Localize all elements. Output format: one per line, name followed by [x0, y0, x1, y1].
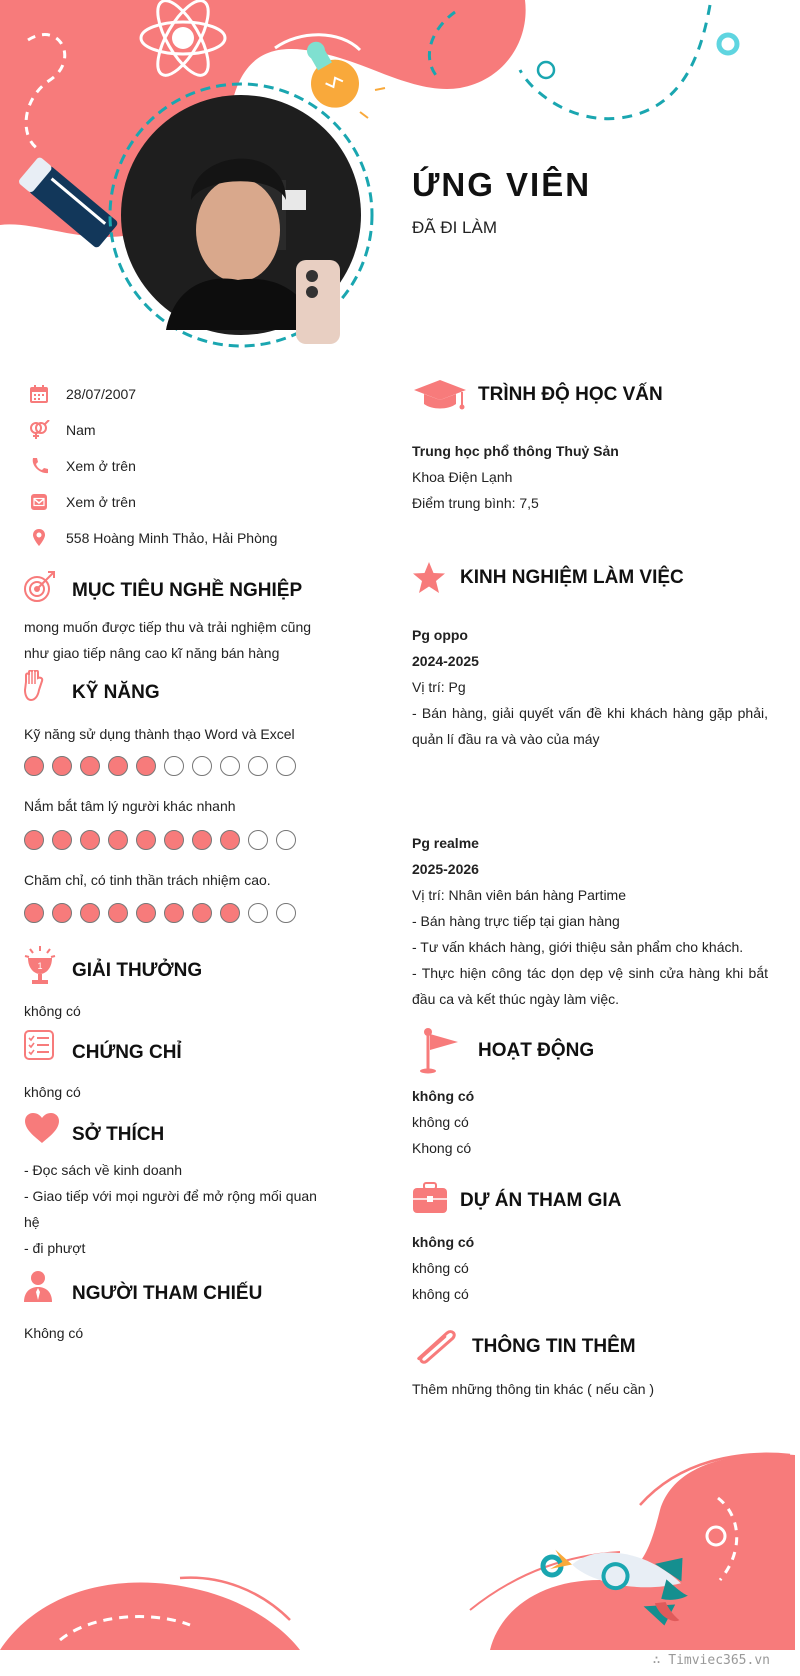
objective-text — [24, 614, 311, 666]
job-entry — [412, 622, 768, 752]
activity-item: không có — [412, 1088, 475, 1104]
rating-dot-filled — [108, 756, 128, 776]
target-icon — [22, 570, 56, 609]
job-period: 2024-2025 — [412, 653, 479, 669]
hobbies-list — [24, 1157, 317, 1261]
rating-dot-filled — [80, 903, 100, 923]
hand-icon — [22, 670, 48, 709]
rating-dot-filled — [108, 830, 128, 850]
major: Khoa Điện Lạnh — [412, 469, 513, 485]
rating-dot-filled — [52, 830, 72, 850]
footer-decoration — [0, 1440, 800, 1676]
rating-dot-filled — [24, 756, 44, 776]
flag-icon — [418, 1028, 460, 1079]
job-description: - Thực hiện công tác dọn dẹp vệ sinh cửa hàng khi bắt đầu ca và kết thúc ngày làm việc. — [412, 965, 768, 1007]
rating-dot-filled — [80, 830, 100, 850]
rating-dot-filled — [220, 903, 240, 923]
rating-dot-filled — [220, 830, 240, 850]
rating-dot-filled — [136, 756, 156, 776]
school-name: Trung học phổ thông Thuỷ Sản — [412, 443, 619, 459]
candidate-status: ĐÃ ĐI LÀM — [412, 218, 498, 237]
projects-title: DỰ ÁN THAM GIA — [460, 1190, 622, 1211]
birthdate-value: 28/07/2007 — [66, 386, 137, 402]
job-description: - Bán hàng trực tiếp tại gian hàng — [412, 913, 620, 929]
job-position: Vị trí: Nhân viên bán hàng Partime — [412, 887, 627, 903]
job-entry — [412, 830, 768, 1012]
job-company: Pg realme — [412, 835, 479, 851]
skill-rating — [24, 830, 296, 850]
rating-dot-filled — [24, 903, 44, 923]
rating-dot-empty — [192, 756, 212, 776]
person-icon — [24, 1270, 52, 1307]
skill-label: Kỹ năng sử dụng thành thạo Word và Excel — [24, 726, 295, 742]
address-value: 558 Hoàng Minh Thảo, Hải Phòng — [66, 530, 278, 546]
certificates-title: CHỨNG CHỈ — [72, 1042, 182, 1063]
trophy-icon — [24, 946, 56, 991]
skill-label: Chăm chỉ, có tinh thần trách nhiệm cao. — [24, 872, 271, 888]
job-description: - Bán hàng, giải quyết vấn đề khi khách hàng gặp phải, quản lí đầu ra và vào của máy — [412, 705, 768, 747]
extra-title: THÔNG TIN THÊM — [472, 1336, 636, 1357]
gpa: Điểm trung bình: 7,5 — [412, 495, 539, 511]
heart-icon — [24, 1112, 60, 1149]
gender-icon — [28, 419, 50, 441]
phone-row — [28, 454, 136, 478]
rating-dot-filled — [52, 756, 72, 776]
rating-dot-filled — [136, 903, 156, 923]
activities-title: HOẠT ĐỘNG — [478, 1040, 595, 1061]
activity-item: Khong có — [412, 1140, 472, 1156]
rating-dot-filled — [80, 756, 100, 776]
hobby-item: - Giao tiếp với mọi người để mở rộng mối quan — [24, 1188, 317, 1204]
gender-row — [28, 418, 96, 442]
education-details — [412, 438, 619, 516]
extra-text: Thêm những thông tin khác ( nếu cần ) — [412, 1381, 655, 1397]
awards-text: không có — [24, 1003, 81, 1019]
rating-dot-empty — [276, 903, 296, 923]
rating-dot-filled — [192, 903, 212, 923]
projects-list — [412, 1229, 474, 1307]
avatar — [106, 80, 376, 350]
rating-dot-filled — [164, 830, 184, 850]
activities-list — [412, 1083, 474, 1161]
email-value: Xem ở trên — [66, 494, 136, 510]
certificates-text: không có — [24, 1084, 81, 1100]
awards-title: GIẢI THƯỞNG — [72, 960, 203, 981]
rating-dot-empty — [220, 756, 240, 776]
email-row — [28, 490, 136, 514]
rating-dot-empty — [276, 830, 296, 850]
briefcase-icon — [412, 1182, 448, 1219]
checklist-icon — [24, 1030, 54, 1065]
location-pin-icon — [28, 527, 50, 549]
rating-dot-filled — [52, 903, 72, 923]
rating-dot-empty — [248, 830, 268, 850]
gender-value: Nam — [66, 422, 96, 438]
skill-label: Nắm bắt tâm lý người khác nhanh — [24, 798, 236, 814]
activity-item: không có — [412, 1114, 469, 1130]
rating-dot-filled — [192, 830, 212, 850]
rating-dot-filled — [108, 903, 128, 923]
skill-rating — [24, 756, 296, 776]
references-text: Không có — [24, 1325, 84, 1341]
candidate-name: ỨNG VIÊN — [412, 166, 592, 203]
birthdate-row — [28, 382, 136, 406]
rating-dot-empty — [164, 756, 184, 776]
job-description: - Tư vấn khách hàng, giới thiệu sản phẩm cho khách. — [412, 939, 744, 955]
project-item: không có — [412, 1260, 469, 1276]
paperclip-icon — [414, 1324, 458, 1371]
rating-dot-filled — [164, 903, 184, 923]
hobby-item: - Đọc sách về kinh doanh — [24, 1162, 182, 1178]
experience-title: KINH NGHIỆM LÀM VIỆC — [460, 567, 684, 588]
phone-value: Xem ở trên — [66, 458, 136, 474]
rating-dot-filled — [24, 830, 44, 850]
job-company: Pg oppo — [412, 627, 468, 643]
rating-dot-empty — [276, 756, 296, 776]
references-title: NGƯỜI THAM CHIẾU — [72, 1283, 263, 1304]
education-title: TRÌNH ĐỘ HỌC VẤN — [478, 384, 663, 405]
objective-line: mong muốn được tiếp thu và trải nghiệm cũng — [24, 619, 312, 635]
address-row — [28, 526, 277, 550]
calendar-icon — [28, 383, 50, 405]
watermark: ∴ Timviec365.vn — [652, 1653, 770, 1668]
svg-text:1: 1 — [37, 961, 43, 971]
project-item: không có — [412, 1234, 475, 1250]
skills-title: KỸ NĂNG — [72, 682, 160, 703]
phone-icon — [28, 455, 50, 477]
star-icon — [412, 561, 446, 600]
email-icon — [28, 491, 50, 513]
job-period: 2025-2026 — [412, 861, 479, 877]
rating-dot-filled — [136, 830, 156, 850]
rating-dot-empty — [248, 756, 268, 776]
skill-rating — [24, 903, 296, 923]
hobby-item: - đi phượt — [24, 1240, 86, 1256]
job-position: Vị trí: Pg — [412, 679, 466, 695]
graduation-cap-icon — [412, 378, 468, 417]
hobby-item: hệ — [24, 1214, 40, 1230]
rating-dot-empty — [248, 903, 268, 923]
hobbies-title: SỞ THÍCH — [72, 1124, 165, 1145]
objective-title: MỤC TIÊU NGHỀ NGHIỆP — [72, 580, 303, 601]
project-item: không có — [412, 1286, 469, 1302]
objective-line: như giao tiếp nâng cao kĩ năng bán hàng — [24, 645, 280, 661]
